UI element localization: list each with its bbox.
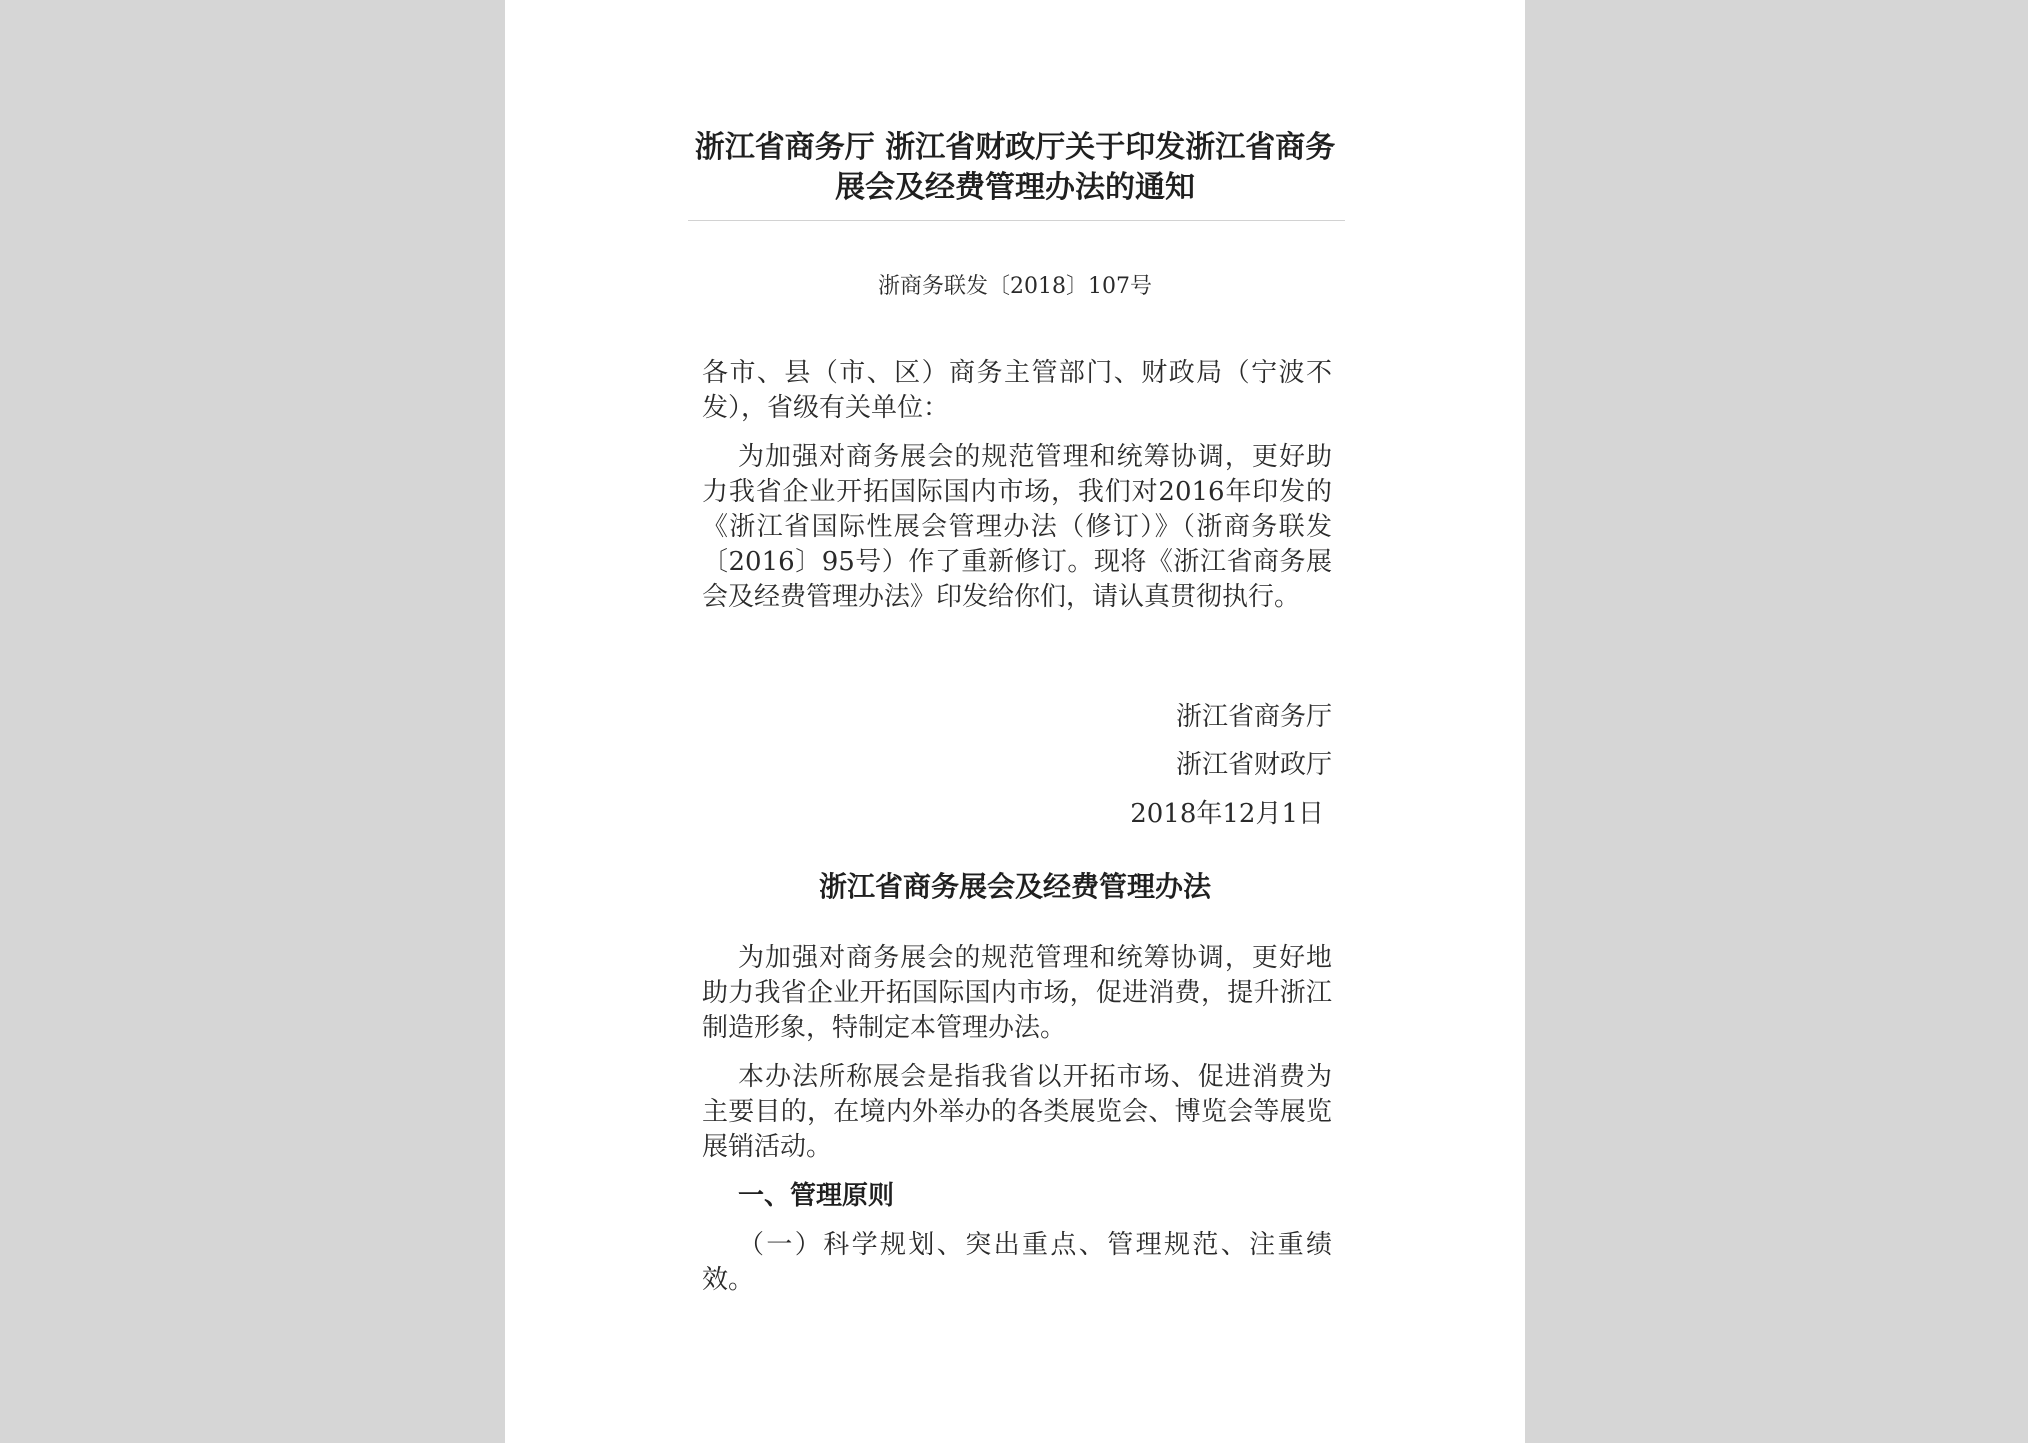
document-number: 浙商务联发〔2018〕107号 [878,274,1152,299]
paragraph: 本办法所称展会是指我省以开拓市场、促进消费为主要目的，在境内外举办的各类展览会、博览会等展览展销活动。 [702,1062,1332,1162]
paragraph: 为加强对商务展会的规范管理和统筹协调，更好地助力我省企业开拓国际国内市场，促进消费，提升浙江制造形象，特制定本管理办法。 [702,943,1332,1043]
section-item: （一）科学规划、突出重点、管理规范、注重绩效。 [702,1230,1332,1295]
section-heading: 一、管理原则 [738,1181,895,1211]
signature-commerce: 浙江省商务厅 [1175,702,1332,732]
document-page [505,0,1525,1443]
intro-paragraph: 为加强对商务展会的规范管理和统筹协调，更好助力我省企业开拓国际国内市场，我们对2016年印发的《浙江省国际性展会管理办法（修订）》（浙商务联发〔2016〕95号）作了重新修订。现将《浙江省商务展会及经费管理办法》印发给你们，请认真贯彻执行。 [702,442,1332,612]
document-title: 浙江省商务厅 浙江省财政厅关于印发浙江省商务展会及经费管理办法的通知 [694,130,1336,205]
measures-title: 浙江省商务展会及经费管理办法 [818,870,1211,903]
signature-finance: 浙江省财政厅 [1175,750,1332,780]
title-divider [688,220,1345,221]
addressee: 各市、县（市、区）商务主管部门、财政局（宁波不发），省级有关单位： [702,358,1332,423]
issue-date: 2018年12月1日 [1130,799,1324,829]
